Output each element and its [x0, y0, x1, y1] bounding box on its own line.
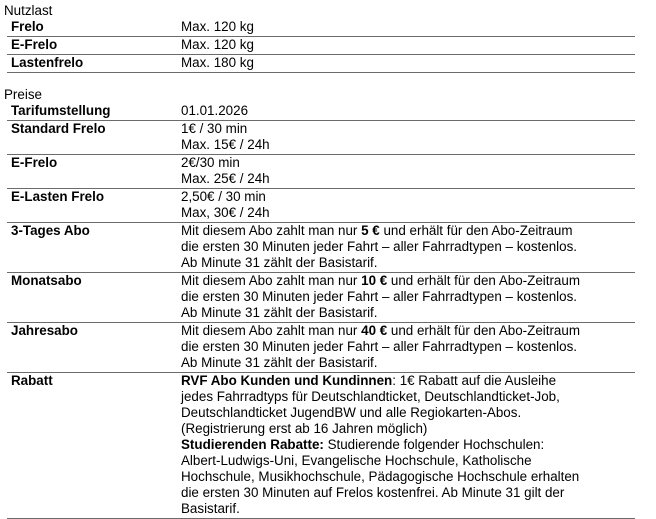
- row-label: Jahresabo: [7, 323, 181, 373]
- abo-price: 40 €: [361, 323, 388, 338]
- row-value: [181, 121, 635, 155]
- stud-heading: Studierenden Rabatte:: [181, 437, 324, 452]
- row-label: Tarifumstellung: [7, 103, 181, 121]
- abo-text-line: die ersten 30 Minuten jeder Fahrt – aller Fahrradtypen – kostenlos.: [181, 339, 577, 354]
- abo-price: 5 €: [361, 223, 380, 238]
- row-value: [181, 273, 635, 323]
- price-line: 2€/30 min: [181, 155, 240, 170]
- row-label: E-Frelo: [7, 37, 181, 55]
- abo-text-line: Mit diesem Abo zahlt man nur 5 € und erhält für den Abo-Zeitraum: [181, 223, 573, 238]
- nutzlast-table: [7, 19, 635, 73]
- abo-text-line: Ab Minute 31 zählt der Basistarif.: [181, 305, 378, 320]
- rabatt-text-line: Hochschule, Musikhochschule, Pädagogische Hochschule erhalten: [181, 469, 580, 484]
- abo-text-line: die ersten 30 Minuten jeder Fahrt – aller Fahrradtypen – kostenlos.: [181, 239, 577, 254]
- rabatt-text-line: Albert-Ludwigs-Uni, Evangelische Hochschule, Katholische: [181, 453, 532, 468]
- price-line: Max. 25€ / 24h: [181, 171, 270, 186]
- table-row: [7, 373, 635, 519]
- table-row: [7, 121, 635, 155]
- row-label: Rabatt: [7, 373, 181, 519]
- price-line: 1€ / 30 min: [181, 121, 248, 136]
- row-value: Max. 120 kg: [181, 37, 635, 55]
- nutzlast-title: Nutzlast: [4, 3, 53, 18]
- row-value: [181, 223, 635, 273]
- abo-text-line: Mit diesem Abo zahlt man nur 10 € und erhält für den Abo-Zeitraum: [181, 273, 580, 288]
- preise-title: Preise: [4, 87, 42, 102]
- row-value: [181, 323, 635, 373]
- row-label: Frelo: [7, 19, 181, 37]
- row-label: E-Lasten Frelo: [7, 189, 181, 223]
- table-row: [7, 273, 635, 323]
- row-value: [181, 189, 635, 223]
- row-label: Monatsabo: [7, 273, 181, 323]
- row-value: Max. 180 kg: [181, 55, 635, 73]
- table-row: [7, 189, 635, 223]
- table-row: [7, 323, 635, 373]
- row-value: 01.01.2026: [181, 103, 635, 121]
- row-label: Standard Frelo: [7, 121, 181, 155]
- row-label: Lastenfrelo: [7, 55, 181, 73]
- rabatt-text-line: RVF Abo Kunden und Kundinnen: 1€ Rabatt auf die Ausleihe: [181, 373, 557, 388]
- price-line: Max, 30€ / 24h: [181, 205, 270, 220]
- abo-text-line: Mit diesem Abo zahlt man nur 40 € und erhält für den Abo-Zeitraum: [181, 323, 580, 338]
- row-label: 3-Tages Abo: [7, 223, 181, 273]
- table-row: [7, 223, 635, 273]
- table-row: [7, 55, 635, 73]
- rabatt-text-line: jedes Fahrradtyps für Deutschlandticket, Deutschlandticket-Job,: [181, 389, 560, 404]
- row-label: E-Frelo: [7, 155, 181, 189]
- price-line: Max. 15€ / 24h: [181, 137, 270, 152]
- row-value: [181, 373, 635, 519]
- rvf-heading: RVF Abo Kunden und Kundinnen: [181, 373, 393, 388]
- abo-text-line: die ersten 30 Minuten jeder Fahrt – aller Fahrradtypen – kostenlos.: [181, 289, 577, 304]
- rabatt-text-line: die ersten 30 Minuten auf Frelos kostenfrei. Ab Minute 31 gilt der: [181, 485, 565, 500]
- abo-price: 10 €: [361, 273, 388, 288]
- price-line: 2,50€ / 30 min: [181, 189, 266, 204]
- rabatt-text-line: Deutschlandticket JugendBW und alle Regiokarten-Abos.: [181, 405, 522, 420]
- rabatt-text-line: Basistarif.: [181, 501, 240, 516]
- row-value: [181, 155, 635, 189]
- table-row: [7, 103, 635, 121]
- table-row: [7, 19, 635, 37]
- rabatt-text-line: Studierenden Rabatte: Studierende folgender Hochschulen:: [181, 437, 545, 452]
- rabatt-text-line: (Registrierung erst ab 16 Jahren möglich): [181, 421, 428, 436]
- preise-table: [7, 103, 635, 519]
- abo-text-line: Ab Minute 31 zählt der Basistarif.: [181, 255, 378, 270]
- table-row: [7, 155, 635, 189]
- abo-text-line: Ab Minute 31 zählt der Basistarif.: [181, 355, 378, 370]
- table-row: [7, 37, 635, 55]
- row-value: Max. 120 kg: [181, 19, 635, 37]
